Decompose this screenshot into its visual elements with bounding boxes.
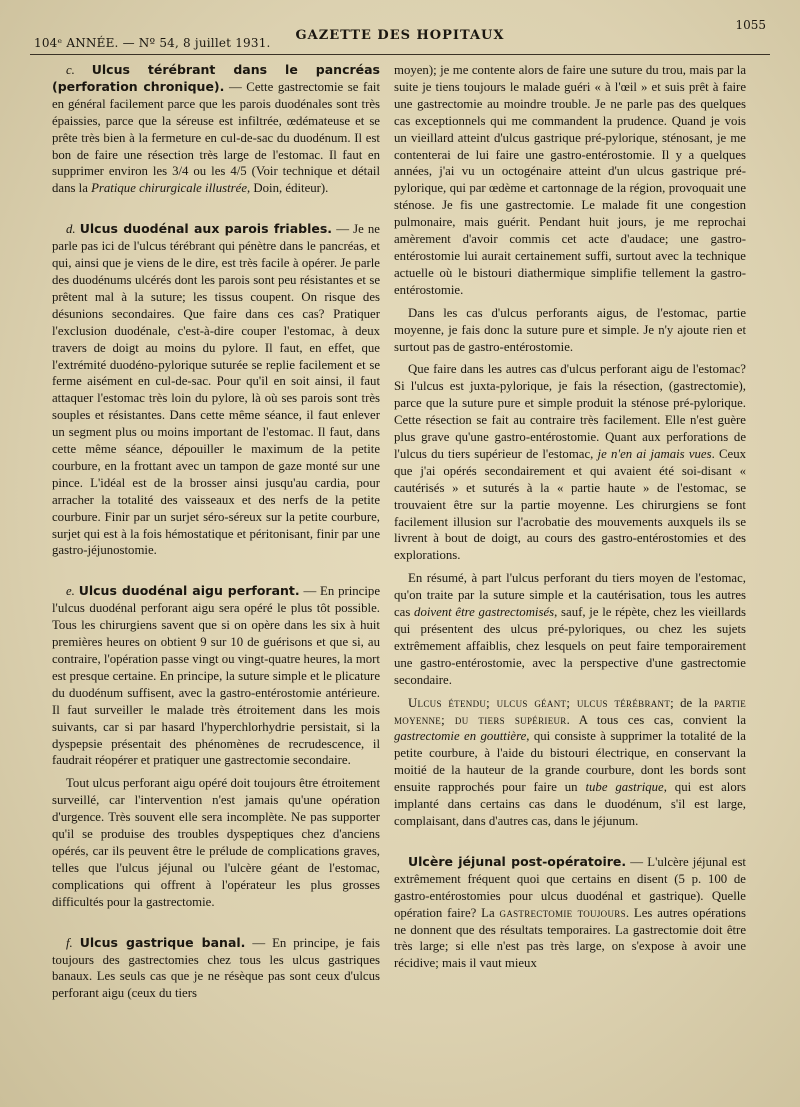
section-jejunal — [394, 854, 746, 972]
section-body: — En principe, je fais toujours des gastrectomies chez tous les ulcus gastriques banaux. Les seuls cas que je ne résèque pas sont ceux d'ulcus perforant aigu (ceux du tiers — [52, 935, 380, 1001]
text-run: En résumé, à part l'ulcus perforant du tiers moyen de l'estomac, qu'on traite par la suture simple et la cautérisation, tous les autres cas — [394, 571, 746, 620]
section-e — [52, 583, 380, 769]
paragraph: Dans les cas d'ulcus perforants aigus, de l'estomac, partie moyenne, je fais donc la suture pure et simple. Je n'y ajoute rien et surtout pas de gastro-entérostomie. — [394, 305, 746, 354]
section-d — [52, 221, 380, 559]
section-e-paragraph-2: Tout ulcus perforant aigu opéré doit toujours être étroitement surveillé, car l'intervention n'est jamais qu'une opération d'urgence. Très souvent elle sera incomplète. Ne pas supporter qu'il se produise des troubles dyspeptiques chez d'anciens opérés, car ils peuvent être le prélude de complications graves, telles que l'ulcus jéjunal ou l'ulcère géant de l'estomac, complications qui offrent à l'opérateur les plus grosses difficultés pour la gastrectomie. — [52, 776, 380, 909]
left-column — [52, 62, 380, 1092]
section-letter: d. — [66, 222, 76, 237]
small-caps-run: gastrectomie toujours — [499, 905, 626, 920]
section-body-end: , Doin, éditeur). — [247, 181, 329, 196]
paragraph — [394, 695, 746, 830]
section-title: Ulcère jéjunal post-opératoire. — [408, 853, 627, 869]
paragraph — [394, 570, 746, 688]
text-run: Que faire dans les autres cas d'ulcus perforant aigu de l'estomac? Si l'ulcus est juxta-pylorique, je fais la résection, (gastrectomie), parce que la suture pure et simple produit la sténose pré-pylorique. Cette résection se fait au contraire très facilement. Elle n'est guère plus grave qu'une gastro-entérostomie. Quant aux perforations de l'ulcus du tiers supérieur de l'estomac, — [394, 362, 746, 461]
text-run: , sauf, je le répète, chez les vieillards qui présentent des ulcus pré-pyloriques, ou chez les sujets extrêmement affaiblis, chez lesquels on peut faire temporairement une gastro-entérostomie, avec la perspective d'une gastrectomie secondaire. — [394, 605, 746, 687]
section-letter: c. — [66, 63, 75, 77]
paragraph: moyen); je me contente alors de faire une suture du trou, mais par la suite je tiens toujours le malade guéri « à l'œil » et suis prêt à faire une gastrectomie au moindre trouble. Je ne parle pas des quelques cas exceptionnels qui me commandent la prudence. Quand je vois un vieillard atteint d'ulcus gastrique pré-pylorique, sténosant, je me contenterai de lui faire une gastro-entérostomie. Il y a quelques années, j'ai vu un octogénaire atteint d'un ulcus gastrique pré-pylorique, qui par œdème et cartonnage de la région, provoquait une sténose. Je fis une gastrectomie. Le malade fit une congestion pulmonaire, mais guérit. Pendant huit jours, je me reprochai amèrement d'avoir commis cet acte d'audace; une gastro-entérostomie lui aurait certainement suffi, surtout avec la technique actuelle où le bistouri diathermique simplifie tellement la gastro-entérostomie. — [394, 63, 746, 297]
text-run: ; de la — [670, 695, 715, 710]
section-body: — Cette gastrectomie se fait en général facilement parce que les parois duodénales sont très épaissies, parce que la séreuse est infiltrée, œdémateuse et se prête très bien à la fermeture en cul-de-sac du duodénum. Il est bon de faire une résection très large de l'estomac. Il faut en supprimer environ les 3/4 ou les 4/5 (Voir technique et détail dans la — [52, 79, 380, 196]
small-caps-run: partie moyenne; du tiers supérieur — [394, 695, 746, 727]
italic-run: tube gastrique — [585, 780, 664, 795]
italic-run: doivent être gastrectomisés — [414, 605, 555, 620]
italic-run: je n'en ai jamais vues — [597, 446, 712, 461]
section-letter: e. — [66, 584, 75, 599]
section-title: Ulcus gastrique banal. — [79, 934, 246, 950]
text-run: , qui consiste à supprimer la totalité de la petite courbure, à l'aide du bistouri électrique, en conservant la moitié de la hauteur de la grande courbure, dont les bords sont ensuite rapprochés pour faire un — [394, 729, 746, 795]
section-title: Ulcus térébrant dans le pancréas (perforation chronique). — [52, 62, 380, 94]
section-f — [52, 935, 380, 1003]
text-run: . Les autres opérations ne donnent que des résultats temporaires. La gastrectomie doit être très large; si elle n'est pas très large, on s'expose à avoir une récidive; mais il vaut mieux — [394, 905, 746, 971]
right-column — [394, 62, 746, 1092]
text-run: — L'ulcère jéjunal est extrêmement fréquent quoi que certains en disent (5 p. 100 de gastro-entérostomies pour ulcus duodénal et gastrique). Quelle opération faire? La — [394, 854, 746, 920]
text-run: . Ceux que j'ai opérés secondairement et qui avaient été soi-disant « cautérisés » et suturés à la « partie haute » de l'estomac, se trouvaient être sur la partie moyenne. Les chirurgiens se font facilement illusion sur l'acrobatie des mouvements auxquels ils se livrent à bout de doigt, au cours des gastro-entérostomies et des explorations. — [394, 446, 746, 563]
section-body: — En principe l'ulcus duodénal perforant aigu sera opéré le plus tôt possible. Tous les chirurgiens savent que si on opère dans les six à huit premières heures on obtient 9 sur 10 de guérisons et que si, au contraire, l'opération passe vingt ou vingt-quatre heures, la mort est presque certaine. En principe, la suture simple et le plicature du duodénum suffisent, avec la gastro-entérostomie antérieure. Il faut surveiller le malade très étroitement dans les mois suivants, car si par hasard l'hyperchlorhydrie persistait, si la dyspepsie présentait des phénomènes de recrudescence, il faudrait réopérer et pratiquer une gastrectomie secondaire. — [52, 584, 380, 768]
paragraph — [394, 361, 746, 564]
text-run: . A tous ces cas, convient la — [566, 712, 746, 727]
page-number: 1055 — [735, 18, 766, 32]
journal-title: GAZETTE DES HOPITAUX — [295, 28, 505, 43]
book-title: Pratique chirurgicale illustrée — [91, 181, 247, 196]
text-run: , qui est alors implanté dans certains cas dans le duodénum, s'il est large, complaisant, dans d'autres cas, dans le jéjunum. — [394, 780, 746, 828]
section-title: Ulcus duodénal aux parois friables. — [79, 221, 333, 237]
section-c — [52, 62, 380, 197]
section-body: — Je ne parle pas ici de l'ulcus térébrant qui pénètre dans le pancréas, et qui, ainsi que je viens de le dire, est très facile à opérer. Je parle des duodénums ulcérés dont les parois sont peu résistantes et se prêtent mal à la suture; les tissus coupent. On risque des désunions secondaires. Que faire dans ces cas? Pratiquer l'exclusion duodénale, c'est-à-dire couper l'estomac, à deux travers de doigt au moins du pylore. Il faut, en effet, que l'extrémité duodéno-pylorique suturée se replie facilement et se ferme aisément en cul-de-sac. Pour qu'il en soit ainsi, il faut attaquer l'estomac très loin du pylore, là où ses parois sont très souples et résistantes. Dans cette même séance, il faut enlever un segment plus ou moins important de l'estomac. Il faut, dans cette même séance, dépouiller le maximum de la petite courbure, en la frottant avec un tampon de gaze monté sur une pince. L'idéal est de la brosser ainsi jusqu'au cardia, pour arracher la totalité des vaisseaux et des nerfs de la petite courbure. Finir par un surjet séro-séreux sur la petite courbure, surjet qui est à la fois hémostatique et péritonisant, finir par une gastro-jéjunostomie. — [52, 222, 380, 558]
page-header — [30, 18, 770, 55]
section-letter: f. — [66, 935, 73, 950]
section-title: Ulcus duodénal aigu perforant. — [78, 583, 300, 599]
italic-run: gastrectomie en gouttière — [394, 729, 527, 744]
issue-info: 104ᵉ ANNÉE. — Nº 54, 8 juillet 1931. — [34, 36, 271, 50]
small-caps-run: Ulcus étendu; ulcus géant; ulcus térébrant — [408, 695, 671, 710]
